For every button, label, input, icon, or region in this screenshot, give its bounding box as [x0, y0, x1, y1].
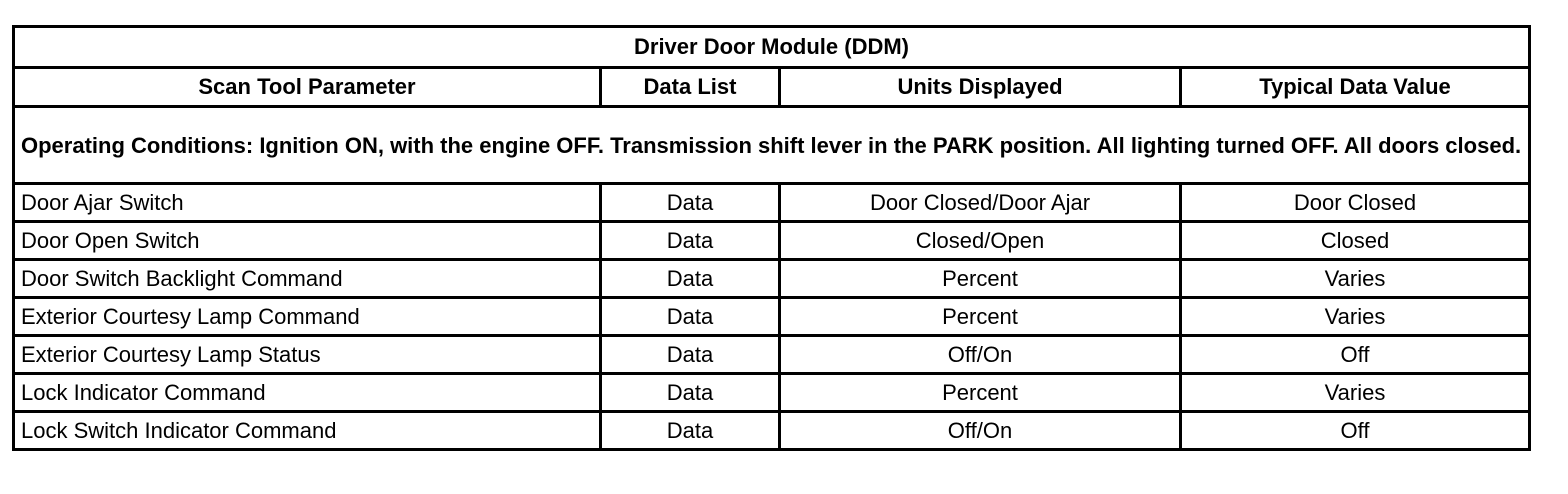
cell-data-list: Data: [601, 336, 780, 374]
column-header-parameter: Scan Tool Parameter: [14, 68, 601, 107]
column-header-typical-value: Typical Data Value: [1181, 68, 1530, 107]
document-sheet: [12, 25, 1528, 451]
cell-data-list: Data: [601, 298, 780, 336]
cell-typical-value: Varies: [1181, 298, 1530, 336]
cell-data-list: Data: [601, 374, 780, 412]
table-header-row: [14, 68, 1530, 107]
cell-typical-value: Varies: [1181, 260, 1530, 298]
table-row: [14, 184, 1530, 222]
cell-parameter: Lock Switch Indicator Command: [14, 412, 601, 450]
cell-units: Off/On: [780, 412, 1181, 450]
cell-data-list: Data: [601, 412, 780, 450]
cell-units: Door Closed/Door Ajar: [780, 184, 1181, 222]
table-title-row: [14, 27, 1530, 68]
operating-conditions: Operating Conditions: Ignition ON, with the engine OFF. Transmission shift lever in the PARK position. All lighting turned OFF. All doors closed.: [14, 107, 1530, 184]
table-row: [14, 298, 1530, 336]
cell-typical-value: Door Closed: [1181, 184, 1530, 222]
column-header-data-list: Data List: [601, 68, 780, 107]
table-row: [14, 412, 1530, 450]
cell-units: Percent: [780, 260, 1181, 298]
cell-typical-value: Off: [1181, 336, 1530, 374]
operating-conditions-row: [14, 107, 1530, 184]
cell-typical-value: Off: [1181, 412, 1530, 450]
table-row: [14, 222, 1530, 260]
column-header-units: Units Displayed: [780, 68, 1181, 107]
cell-typical-value: Varies: [1181, 374, 1530, 412]
table-row: [14, 336, 1530, 374]
cell-parameter: Exterior Courtesy Lamp Status: [14, 336, 601, 374]
table-title: Driver Door Module (DDM): [14, 27, 1530, 68]
cell-units: Percent: [780, 298, 1181, 336]
cell-parameter: Door Switch Backlight Command: [14, 260, 601, 298]
cell-typical-value: Closed: [1181, 222, 1530, 260]
table-row: [14, 374, 1530, 412]
cell-units: Off/On: [780, 336, 1181, 374]
cell-parameter: Lock Indicator Command: [14, 374, 601, 412]
cell-parameter: Exterior Courtesy Lamp Command: [14, 298, 601, 336]
cell-data-list: Data: [601, 184, 780, 222]
cell-units: Percent: [780, 374, 1181, 412]
cell-data-list: Data: [601, 260, 780, 298]
cell-parameter: Door Open Switch: [14, 222, 601, 260]
table-row: [14, 260, 1530, 298]
ddm-data-table: [12, 25, 1531, 451]
cell-units: Closed/Open: [780, 222, 1181, 260]
cell-parameter: Door Ajar Switch: [14, 184, 601, 222]
cell-data-list: Data: [601, 222, 780, 260]
